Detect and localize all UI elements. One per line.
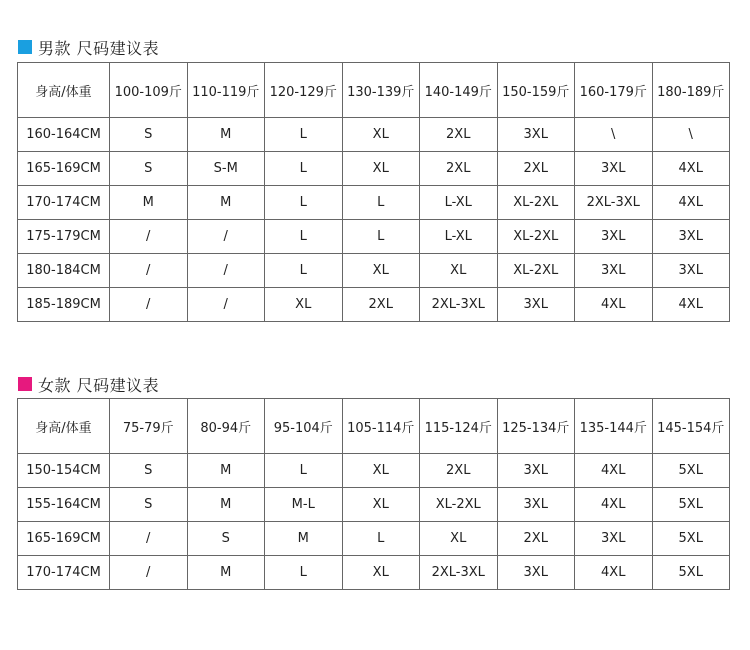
- women-section-title: [18, 374, 159, 394]
- size-cell: 4XL: [652, 186, 730, 220]
- table-row: [18, 454, 730, 488]
- table-row: [18, 522, 730, 556]
- size-cell: 3XL: [652, 220, 730, 254]
- size-cell: M: [265, 522, 343, 556]
- size-cell: XL: [420, 254, 498, 288]
- height-label-cell: 170-174CM: [18, 556, 110, 590]
- size-cell: 3XL: [497, 288, 575, 322]
- women-marker-square: [18, 377, 32, 391]
- size-cell: L: [265, 454, 343, 488]
- size-cell: 2XL: [342, 288, 420, 322]
- size-cell: 3XL: [575, 220, 653, 254]
- size-cell: 4XL: [575, 488, 653, 522]
- height-label-cell: 175-179CM: [18, 220, 110, 254]
- height-label-cell: 155-164CM: [18, 488, 110, 522]
- header-corner-cell: 身高/体重: [18, 63, 110, 118]
- size-cell: S: [110, 488, 188, 522]
- size-cell: 4XL: [652, 152, 730, 186]
- size-cell: L: [265, 186, 343, 220]
- table-header-row: [18, 63, 730, 118]
- weight-header-cell: 140-149斤: [420, 63, 498, 118]
- size-cell: /: [187, 254, 265, 288]
- size-cell: 4XL: [575, 288, 653, 322]
- size-cell: M: [187, 186, 265, 220]
- size-cell: M-L: [265, 488, 343, 522]
- size-cell: XL: [420, 522, 498, 556]
- size-cell: /: [110, 288, 188, 322]
- size-cell: 3XL: [575, 152, 653, 186]
- women-size-table: [17, 398, 730, 590]
- size-cell: 2XL: [420, 454, 498, 488]
- size-cell: L: [342, 220, 420, 254]
- size-cell: L: [342, 522, 420, 556]
- table-row: [18, 488, 730, 522]
- size-cell: 2XL-3XL: [420, 288, 498, 322]
- size-cell: /: [110, 556, 188, 590]
- size-cell: XL: [342, 118, 420, 152]
- size-cell: /: [187, 220, 265, 254]
- size-cell: 4XL: [575, 556, 653, 590]
- size-cell: /: [187, 288, 265, 322]
- size-cell: XL: [342, 152, 420, 186]
- men-marker-square: [18, 40, 32, 54]
- size-cell: 3XL: [497, 118, 575, 152]
- size-cell: 2XL-3XL: [420, 556, 498, 590]
- height-label-cell: 170-174CM: [18, 186, 110, 220]
- weight-header-cell: 130-139斤: [342, 63, 420, 118]
- weight-header-cell: 75-79斤: [110, 399, 188, 454]
- weight-header-cell: 100-109斤: [110, 63, 188, 118]
- weight-header-cell: 95-104斤: [265, 399, 343, 454]
- size-cell: XL-2XL: [497, 254, 575, 288]
- size-cell: 3XL: [497, 488, 575, 522]
- size-cell: M: [110, 186, 188, 220]
- men-section-title: [18, 37, 159, 57]
- size-cell: S: [187, 522, 265, 556]
- table-row: [18, 254, 730, 288]
- size-cell: L-XL: [420, 220, 498, 254]
- size-cell: L: [265, 254, 343, 288]
- size-cell: 2XL: [497, 152, 575, 186]
- size-cell: L: [265, 556, 343, 590]
- size-cell: /: [110, 522, 188, 556]
- size-cell: L: [342, 186, 420, 220]
- size-cell: \: [575, 118, 653, 152]
- size-cell: L: [265, 152, 343, 186]
- size-cell: XL-2XL: [497, 220, 575, 254]
- weight-header-cell: 105-114斤: [342, 399, 420, 454]
- size-cell: 3XL: [497, 556, 575, 590]
- size-cell: M: [187, 488, 265, 522]
- size-cell: 2XL-3XL: [575, 186, 653, 220]
- women-title-text: 女款 尺码建议表: [38, 375, 160, 395]
- weight-header-cell: 135-144斤: [575, 399, 653, 454]
- header-corner-cell: 身高/体重: [18, 399, 110, 454]
- men-size-table: [17, 62, 730, 322]
- size-cell: /: [110, 220, 188, 254]
- height-label-cell: 150-154CM: [18, 454, 110, 488]
- table-row: [18, 152, 730, 186]
- size-cell: XL: [342, 488, 420, 522]
- table-row: [18, 220, 730, 254]
- height-label-cell: 165-169CM: [18, 522, 110, 556]
- table-header-row: [18, 399, 730, 454]
- size-cell: XL: [342, 254, 420, 288]
- size-cell: L-XL: [420, 186, 498, 220]
- size-cell: 2XL: [420, 152, 498, 186]
- size-cell: XL-2XL: [497, 186, 575, 220]
- size-cell: \: [652, 118, 730, 152]
- weight-header-cell: 180-189斤: [652, 63, 730, 118]
- weight-header-cell: 145-154斤: [652, 399, 730, 454]
- weight-header-cell: 120-129斤: [265, 63, 343, 118]
- height-label-cell: 185-189CM: [18, 288, 110, 322]
- weight-header-cell: 110-119斤: [187, 63, 265, 118]
- weight-header-cell: 125-134斤: [497, 399, 575, 454]
- size-cell: 3XL: [652, 254, 730, 288]
- size-cell: 2XL: [497, 522, 575, 556]
- size-cell: 5XL: [652, 488, 730, 522]
- size-cell: 2XL: [420, 118, 498, 152]
- size-cell: S: [110, 454, 188, 488]
- size-cell: /: [110, 254, 188, 288]
- size-cell: M: [187, 118, 265, 152]
- size-cell: S: [110, 118, 188, 152]
- table-row: [18, 186, 730, 220]
- size-cell: 3XL: [575, 254, 653, 288]
- size-cell: 3XL: [497, 454, 575, 488]
- table-row: [18, 288, 730, 322]
- size-cell: S: [110, 152, 188, 186]
- size-cell: M: [187, 556, 265, 590]
- size-cell: S-M: [187, 152, 265, 186]
- size-cell: L: [265, 220, 343, 254]
- height-label-cell: 160-164CM: [18, 118, 110, 152]
- size-cell: XL: [342, 454, 420, 488]
- weight-header-cell: 80-94斤: [187, 399, 265, 454]
- size-cell: M: [187, 454, 265, 488]
- weight-header-cell: 115-124斤: [420, 399, 498, 454]
- size-cell: 4XL: [652, 288, 730, 322]
- size-cell: 4XL: [575, 454, 653, 488]
- size-cell: XL-2XL: [420, 488, 498, 522]
- size-cell: 5XL: [652, 556, 730, 590]
- weight-header-cell: 150-159斤: [497, 63, 575, 118]
- weight-header-cell: 160-179斤: [575, 63, 653, 118]
- men-title-text: 男款 尺码建议表: [38, 38, 160, 58]
- table-row: [18, 118, 730, 152]
- size-cell: XL: [342, 556, 420, 590]
- height-label-cell: 165-169CM: [18, 152, 110, 186]
- size-cell: 3XL: [575, 522, 653, 556]
- size-cell: XL: [265, 288, 343, 322]
- size-cell: L: [265, 118, 343, 152]
- size-cell: 5XL: [652, 454, 730, 488]
- size-cell: 5XL: [652, 522, 730, 556]
- height-label-cell: 180-184CM: [18, 254, 110, 288]
- table-row: [18, 556, 730, 590]
